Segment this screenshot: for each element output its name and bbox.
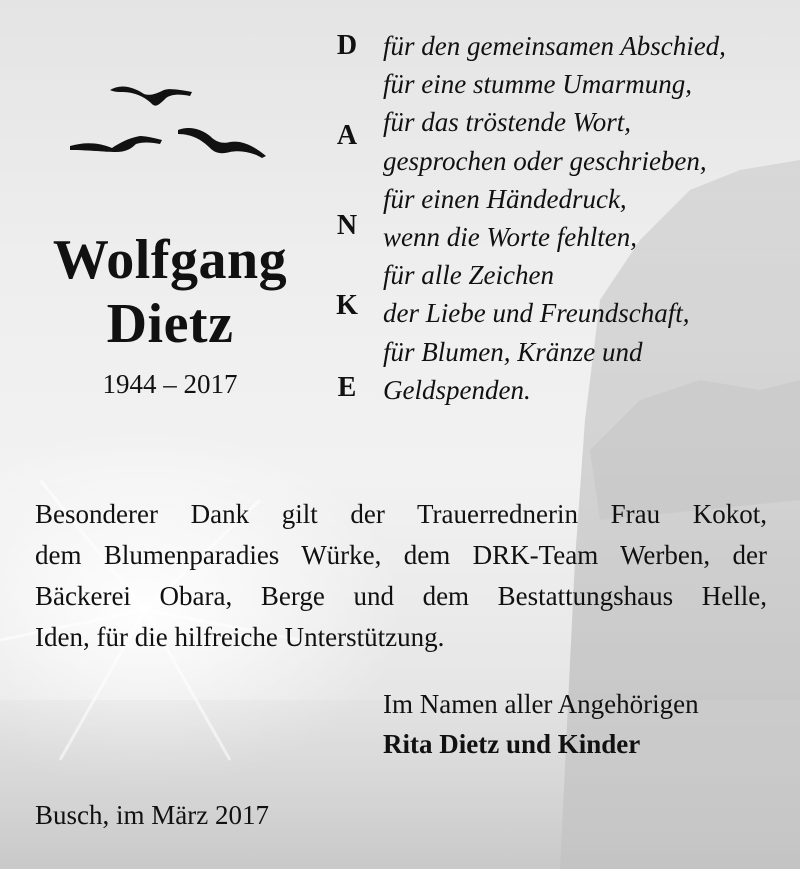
birds-icon <box>60 70 280 170</box>
poem-line: für alle Zeichen <box>383 260 554 291</box>
poem <box>383 27 726 409</box>
acrostic-letter: K <box>336 290 358 321</box>
last-name: Dietz <box>106 293 234 355</box>
poem-line: für Blumen, Kränze und <box>383 336 643 367</box>
acrostic-letter: D <box>336 30 358 61</box>
acrostic-letter: N <box>336 210 358 241</box>
signoff <box>383 684 699 764</box>
signoff-intro: Im Namen aller Angehörigen <box>383 689 699 719</box>
poem-line: Geldspenden. <box>383 374 531 405</box>
thanks-line: dem Blumenparadies Würke, dem DRK-Team Werben, der <box>35 540 767 570</box>
acrostic-letter: A <box>336 120 358 151</box>
life-dates: 1944 – 2017 <box>102 369 238 399</box>
signoff-family: Rita Dietz und Kinder <box>383 729 641 759</box>
first-name: Wolfgang <box>52 229 288 291</box>
thanks-line: Iden, für die hilfreiche Unterstützung. <box>35 622 445 652</box>
poem-line: gesprochen oder geschrieben, <box>383 145 707 176</box>
thanks-line: Besonderer Dank gilt der Trauerrednerin Frau Kokot, <box>35 499 767 529</box>
acrostic-letter: E <box>337 372 357 403</box>
place-date: Busch, im März 2017 <box>35 800 269 830</box>
deceased-name <box>20 228 320 356</box>
thanks-line: Bäckerei Obara, Berge und dem Bestattungshaus Helle, <box>35 581 767 611</box>
poem-line: für den gemeinsamen Abschied, <box>383 31 726 61</box>
poem-line: für einen Händedruck, <box>383 183 627 214</box>
thanks-paragraph <box>35 494 767 658</box>
poem-line: der Liebe und Freundschaft, <box>383 298 690 329</box>
poem-line: für eine stumme Umarmung, <box>383 69 692 100</box>
poem-line: für das tröstende Wort, <box>383 107 632 138</box>
poem-line: wenn die Worte fehlten, <box>383 222 637 253</box>
